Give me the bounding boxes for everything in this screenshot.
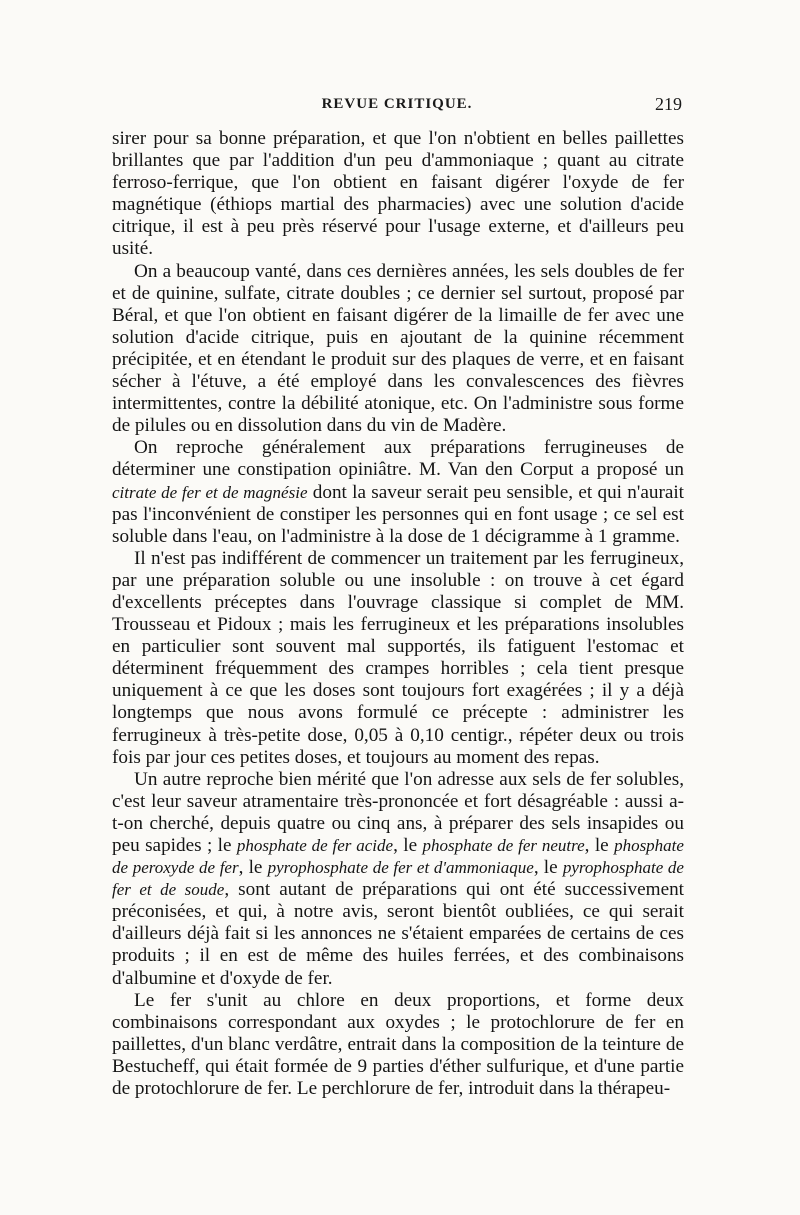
paragraph	[112, 261, 684, 438]
paragraph	[112, 548, 684, 769]
italic-term: phosphate de fer acide	[236, 836, 394, 855]
text-run: dont la saveur serait peu sensible, et qui n'aurait pas l'inconvénient de constiper les personnes qui en font usage ; ce sel est soluble dans l'eau, on l'administre à la dose de 1 décigramme à 1 gramme.	[112, 481, 685, 547]
running-title: REVUE CRITIQUE.	[321, 96, 473, 112]
text-run: Le fer s'unit au chlore en deux proportions, et forme deux combinaisons correspondant aux oxydes ; le protochlorure de fer en paillettes, d'un blanc verdâtre, entrait dans la composition de la teinture de Bestucheff, qui était formée de 9 parties d'éther sulfurique, et d'une partie de protochlorure de fer. Le perchlorure de fer, introduit dans la thérapeu-	[112, 989, 684, 1100]
body-text	[112, 128, 684, 1100]
text-run: Un autre reproche bien mérité que l'on adresse aux sels de fer solubles, c'est leur saveur atramentaire très-prononcée et fort désagréable : aussi a-t-on cherché, depuis quatre ou cinq ans, à préparer des sels insapides ou peu sapides ; le	[112, 768, 684, 856]
paragraph	[112, 128, 684, 261]
text-run: On a beaucoup vanté, dans ces dernières années, les sels doubles de fer et de quinine, sulfate, citrate doubles ; ce dernier sel surtout, proposé par Béral, et que l'on obtient en faisant digérer de la limaille de fer avec une solution d'acide citrique, puis en ajoutant de la quinine récemment précipitée, et en étendant le produit sur des plaques de verre, et en faisant sécher à l'étuve, a été employé dans les convalescences des fièvres intermittentes, contre la débilité atonique, etc. On l'administre sous forme de pilules ou en dissolution dans du vin de Madère.	[112, 260, 684, 437]
text-run: , sont autant de préparations qui ont été successivement préconisées, et qui, à notre avis, seront bientôt oubliées, ce qui serait d'ailleurs déjà fait si les annonces ne s'étaient emparées de certains de ces produits ; il en est de même des huiles ferrées, et des combinaisons d'albumine et d'oxyde de fer.	[112, 879, 685, 989]
text-run: , le	[533, 857, 563, 879]
text-run: sirer pour sa bonne préparation, et que l'on n'obtient en belles paillettes brillantes que par l'addition d'un peu d'ammoniaque ; quant au citrate ferroso-ferrique, que l'on obtient en faisant digérer l'oxyde de fer magnétique (éthiops martial des pharmacies) avec une solution d'acide citrique, il est à peu près réservé pour l'usage externe, et d'ailleurs peu usité.	[112, 128, 684, 260]
paragraph	[112, 437, 684, 547]
italic-term: citrate de fer et de magnésie	[112, 482, 308, 502]
paragraph	[112, 769, 684, 990]
text-run: , le	[584, 835, 615, 856]
paragraph	[112, 990, 684, 1100]
text-run: , le	[393, 835, 423, 856]
text-run: Il n'est pas indifférent de commencer un traitement par les ferrugineux, par une préparation soluble ou une insoluble : on trouve à cet égard d'excellents préceptes dans l'ouvrage classique si complet de MM. Trousseau et Pidoux ; mais les ferrugineux et les préparations insolubles en particulier sont souvent mal supportés, ils fatiguent l'estomac et déterminent fréquemment des crampes horribles ; cela tient presque uniquement à ce que les doses sont toujours fort exagérées ; il y a déjà longtemps que nous avons formulé ce précepte : administrer les ferrugineux à très-petite dose, 0,05 à 0,10 centigr., répéter deux ou trois fois par jour ces petites doses, et toujours au moment des repas.	[112, 547, 684, 768]
italic-term: phosphate de fer neutre	[422, 836, 585, 855]
italic-term: pyrophosphate de fer et de soude	[112, 858, 684, 900]
text-run: On reproche généralement aux préparations ferrugineuses de déterminer une constipation opiniâtre. M. Van den Corput a proposé un	[112, 437, 684, 481]
italic-term: phosphate de peroxyde de fer	[112, 836, 684, 878]
page-number: 219	[655, 94, 682, 114]
text-run: , le	[238, 857, 268, 879]
italic-term: pyrophosphate de fer et d'ammoniaque	[267, 858, 534, 878]
running-head	[112, 96, 682, 122]
